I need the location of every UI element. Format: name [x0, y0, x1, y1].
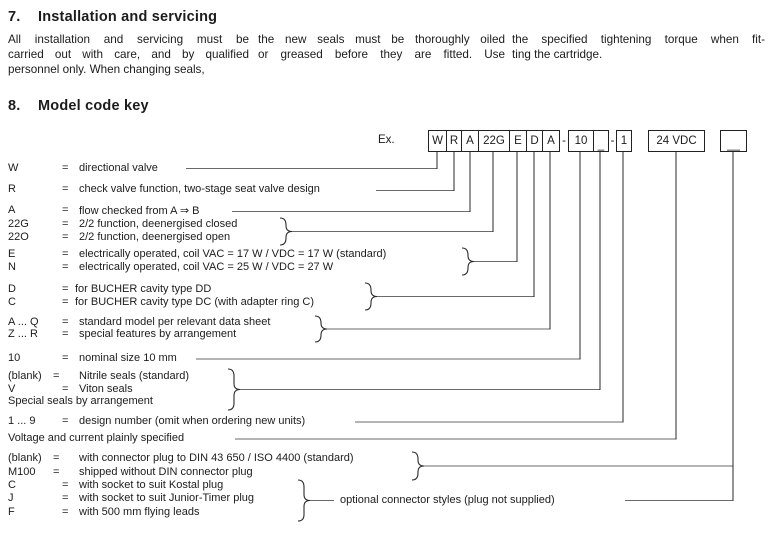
row-equals: = [62, 415, 69, 427]
example-label: Ex. [378, 134, 395, 146]
code-box-label: A [466, 135, 474, 147]
special-seals-note: Special seals by arrangement [8, 395, 153, 407]
row-code: 22G [8, 218, 29, 230]
row-description: 2/2 function, deenergised closed [79, 218, 238, 230]
row-description: Nitrile seals (standard) [79, 370, 190, 382]
row-code: W [8, 162, 19, 174]
row-equals: = [62, 231, 69, 243]
row-code: (blank) [8, 452, 42, 464]
paragraph-line: personnel only. When changing seals, [8, 63, 205, 77]
row-code: M100 [8, 466, 36, 478]
row-description: check valve function, two-stage seat valve design [79, 183, 320, 195]
section-7-title: Installation and servicing [38, 9, 218, 25]
row-description: directional valve [79, 162, 158, 174]
code-box-A [461, 130, 479, 152]
row-code: N [8, 261, 16, 273]
row-equals: = [62, 316, 69, 328]
section-7-column-1 [8, 32, 249, 78]
row-code: (blank) [8, 370, 42, 382]
row-code: 10 [8, 352, 21, 364]
row-equals: = [62, 492, 69, 504]
code-box-label: 22G [483, 135, 505, 147]
row-code: C [8, 296, 16, 308]
row-description: for BUCHER cavity type DD [75, 283, 212, 295]
row-description: shipped without DIN connector plug [79, 466, 253, 478]
code-box-label: E [514, 135, 522, 147]
code-box-voltage [648, 130, 705, 152]
row-code: D [8, 283, 16, 295]
code-box-D [526, 130, 543, 152]
row-description: with connector plug to DIN 43 650 / ISO 4400 (standard) [79, 452, 354, 464]
code-box-label: 24 VDC [656, 135, 697, 147]
row-equals: = [62, 352, 69, 364]
row-code: C [8, 479, 16, 491]
code-box-label: 1 [620, 135, 628, 147]
horizontal-connector-lines [186, 169, 733, 501]
code-box-22G [478, 130, 510, 152]
row-code: A ... Q [8, 316, 39, 328]
row-description: special features by arrangement [79, 328, 237, 340]
row-description: 2/2 function, deenergised open [79, 231, 231, 243]
row-equals: = [62, 383, 69, 395]
code-box-A2 [542, 130, 560, 152]
row-code: F [8, 506, 15, 518]
row-equals: = [53, 452, 60, 464]
row-code: V [8, 383, 16, 395]
section-7-column-3 [512, 32, 765, 62]
code-separator-dash: - [562, 135, 566, 147]
vertical-connector-lines [437, 152, 733, 501]
row-description: standard model per relevant data sheet [79, 316, 271, 328]
row-description: with 500 mm flying leads [79, 506, 200, 518]
paragraph-line: carried out with care, and by qualified [8, 48, 249, 62]
paragraph-line: ting the cartridge. [512, 48, 603, 62]
section-8-heading [8, 98, 149, 114]
code-box-1 [616, 130, 632, 152]
paragraph-line: the specified tightening torque when fit- [512, 33, 765, 46]
row-code: Z ... R [8, 328, 38, 340]
code-box-E [509, 130, 527, 152]
code-box-W [428, 130, 447, 152]
section-7-heading [8, 9, 217, 25]
code-box-label: R [449, 135, 459, 147]
connector-note: optional connector styles (plug not supplied) [340, 494, 555, 506]
section-8-number: 8. [8, 98, 21, 114]
row-equals: = [62, 283, 69, 295]
paragraph-line: the new seals must be thoroughly oiled [258, 33, 505, 46]
row-description: flow checked from A ⇒ B [79, 205, 200, 217]
row-code: J [8, 492, 14, 504]
row-code: 22O [8, 231, 29, 243]
section-7-number: 7. [8, 9, 21, 25]
code-box-label: 10 [574, 135, 588, 147]
row-description: for BUCHER cavity type DC (with adapter ring C) [75, 296, 315, 308]
section-7-column-2 [258, 32, 505, 62]
row-code: E [8, 248, 16, 260]
row-equals: = [53, 466, 60, 478]
paragraph-line: All installation and servicing must be [8, 33, 249, 46]
row-equals: = [62, 479, 69, 491]
row-equals: = [62, 204, 69, 216]
paragraph-line: or greased before they are fitted. Use [258, 48, 505, 62]
row-description: with socket to suit Kostal plug [79, 479, 224, 491]
code-box-label: __ [727, 139, 740, 151]
row-equals: = [62, 328, 69, 340]
row-code: R [8, 183, 16, 195]
row-description: design number (omit when ordering new units) [79, 415, 306, 427]
row-equals: = [62, 162, 69, 174]
row-code: 1 ... 9 [8, 415, 36, 427]
code-box-R [446, 130, 462, 152]
row-description: electrically operated, coil VAC = 17 W / VDC = 17 W (standard) [79, 248, 387, 260]
code-box-label: A [547, 135, 555, 147]
code-box-label: _ [597, 139, 605, 151]
code-box-blank-seal [593, 130, 609, 152]
voltage-note: Voltage and current plainly specified [8, 432, 185, 444]
row-description: with socket to suit Junior-Timer plug [79, 492, 255, 504]
row-equals: = [62, 248, 69, 260]
row-equals: = [62, 296, 69, 308]
row-equals: = [53, 370, 60, 382]
row-description: nominal size 10 mm [79, 352, 177, 364]
code-box-10 [568, 130, 594, 152]
row-equals: = [62, 183, 69, 195]
code-box-connector [720, 130, 747, 152]
code-box-label: W [432, 135, 443, 147]
row-equals: = [62, 506, 69, 518]
row-equals: = [62, 261, 69, 273]
row-description: electrically operated, coil VAC = 25 W / VDC = 27 W [79, 261, 334, 273]
row-description: Viton seals [79, 383, 133, 395]
code-separator-dash: - [610, 135, 615, 147]
row-code: A [8, 204, 16, 216]
code-box-label: D [530, 135, 539, 147]
section-8-title: Model code key [38, 98, 149, 114]
row-equals: = [62, 218, 69, 230]
